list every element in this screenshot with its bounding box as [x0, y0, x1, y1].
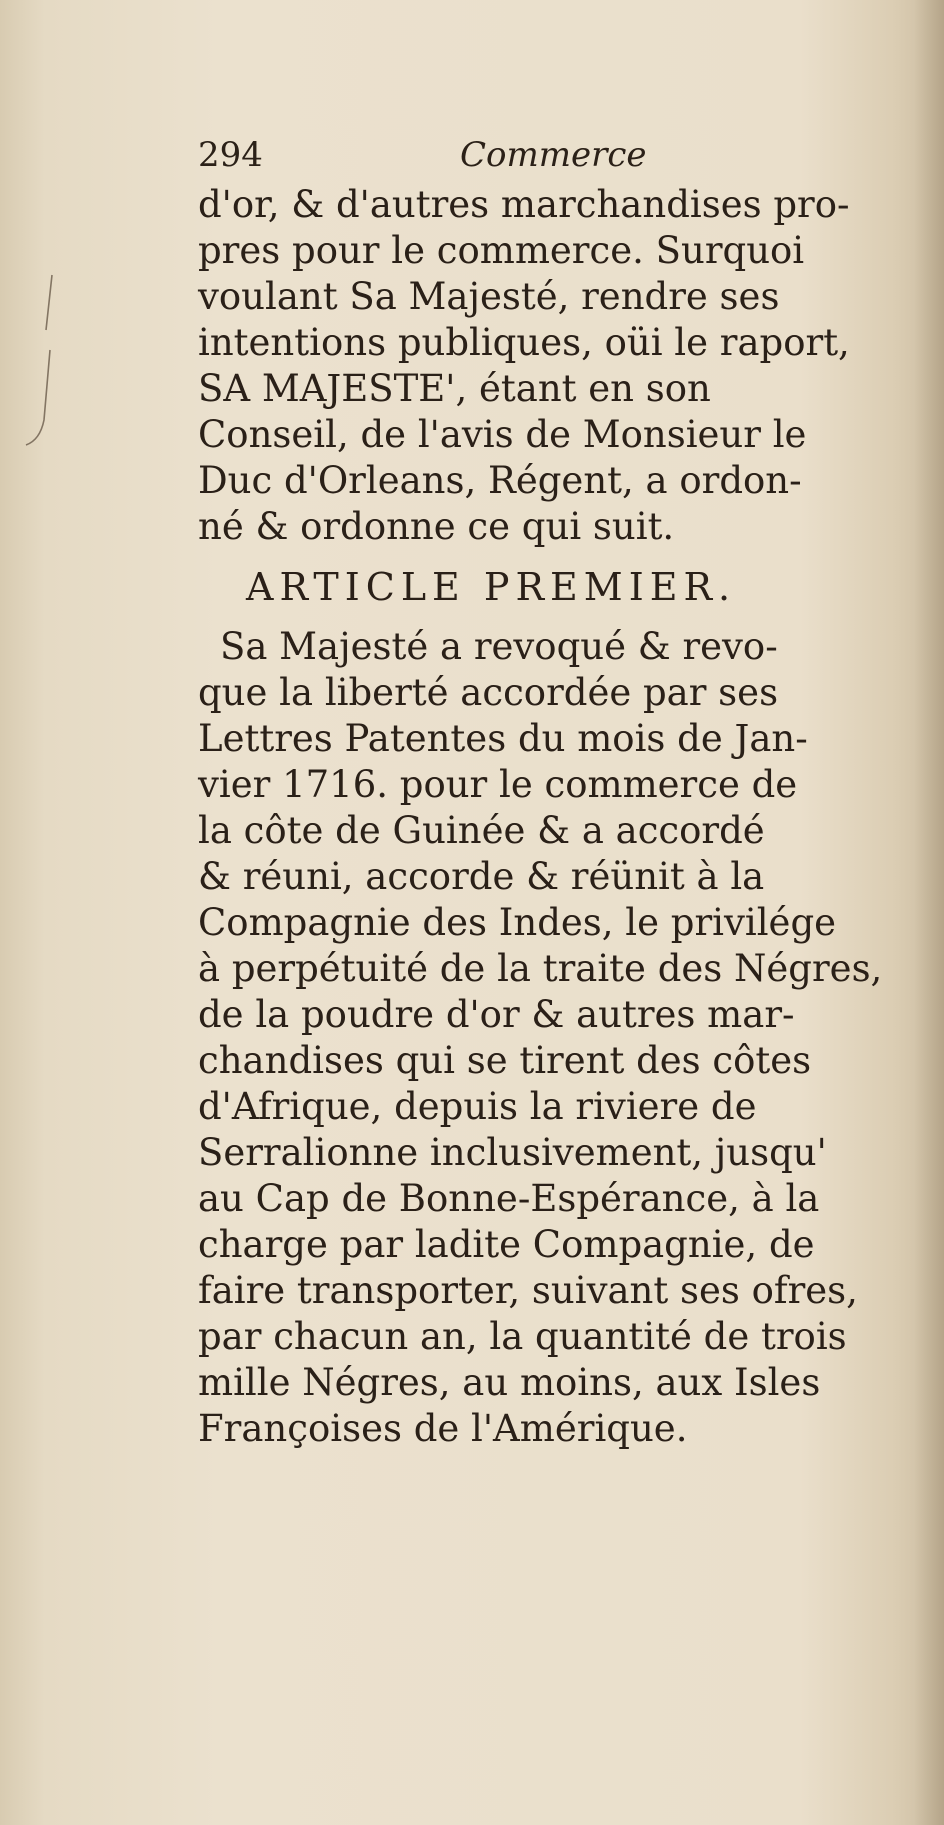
text-line: Françoises de l'Amérique. [198, 1407, 688, 1450]
text-line: SA MAJESTE', étant en son [198, 367, 711, 410]
running-title: Commerce [460, 135, 647, 175]
text-line: au Cap de Bonne-Espérance, à la [198, 1177, 820, 1220]
text-line: Serralionne inclusivement, jusqu' [198, 1131, 827, 1174]
text-line: voulant Sa Majesté, rendre ses [198, 275, 780, 318]
text-line: par chacun an, la quantité de trois [198, 1315, 847, 1358]
margin-pencil-mark [22, 270, 62, 450]
text-line: né & ordonne ce qui suit. [198, 505, 675, 548]
text-line: d'Afrique, depuis la riviere de [198, 1085, 757, 1128]
text-line: faire transporter, suivant ses ofres, [198, 1269, 858, 1312]
text-line: à perpétuité de la traite des Négres, [198, 947, 883, 990]
running-head [198, 135, 798, 185]
article-heading: ARTICLE PREMIER. [246, 565, 737, 609]
text-line: Compagnie des Indes, le privilége [198, 901, 837, 944]
text-line: Conseil, de l'avis de Monsieur le [198, 413, 807, 456]
gutter-shadow [914, 0, 944, 1825]
text-line: chandises qui se tirent des côtes [198, 1039, 812, 1082]
text-line: vier 1716. pour le commerce de [198, 763, 798, 806]
text-line: que la liberté accordée par ses [198, 671, 779, 714]
text-line: Lettres Patentes du mois de Jan- [198, 717, 808, 760]
text-line: de la poudre d'or & autres mar- [198, 993, 795, 1036]
text-line: d'or, & d'autres marchandises pro- [198, 183, 850, 226]
text-line: la côte de Guinée & a accordé [198, 809, 765, 852]
text-line: Duc d'Orleans, Régent, a ordon- [198, 459, 802, 502]
text-line: charge par ladite Compagnie, de [198, 1223, 815, 1266]
page-number: 294 [198, 135, 263, 175]
text-line: Sa Majesté a revoqué & revo- [220, 625, 778, 668]
text-line: mille Négres, au moins, aux Isles [198, 1361, 821, 1404]
body-text [198, 182, 918, 1452]
text-line: pres pour le commerce. Surquoi [198, 229, 805, 272]
text-line: intentions publiques, oüi le raport, [198, 321, 850, 364]
text-line: & réuni, accorde & réünit à la [198, 855, 765, 898]
